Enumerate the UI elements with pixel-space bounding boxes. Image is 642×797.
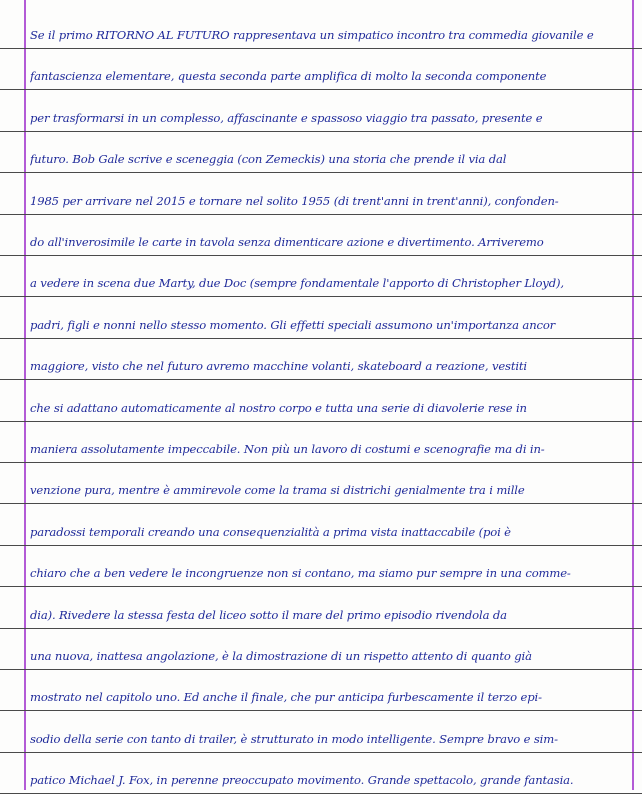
handwritten-line: per trasformarsi in un complesso, affascinante e spassoso viaggio tra passato, presente e — [30, 111, 543, 125]
handwritten-line: mostrato nel capitolo uno. Ed anche il finale, che pur anticipa furbescamente il terzo epi- — [30, 690, 542, 704]
handwritten-line: paradossi temporali creando una consequenzialità a prima vista inattaccabile (poi è — [30, 525, 511, 539]
handwritten-line: maniera assolutamente impeccabile. Non più un lavoro di costumi e scenografie ma di in- — [30, 442, 545, 456]
handwritten-line: fantascienza elementare, questa seconda parte amplifica di molto la seconda componente — [30, 69, 547, 83]
handwritten-line: venzione pura, mentre è ammirevole come la trama si districhi genialmente tra i mille — [30, 483, 525, 497]
handwritten-line: futuro. Bob Gale scrive e sceneggia (con Zemeckis) una storia che prende il via dal — [30, 152, 507, 166]
handwritten-line: a vedere in scena due Marty, due Doc (sempre fondamentale l'apporto di Christopher Lloyd), — [30, 276, 564, 290]
handwritten-line: patico Michael J. Fox, in perenne preoccupato movimento. Grande spettacolo, grande fantasia. — [30, 773, 574, 787]
handwritten-line: dia). Rivedere la stessa festa del liceo sotto il mare del primo episodio rivendola da — [30, 608, 507, 622]
handwritten-line: do all'inverosimile le carte in tavola senza dimenticare azione e divertimento. Arriveremo — [30, 235, 544, 249]
handwritten-line: 1985 per arrivare nel 2015 e tornare nel solito 1955 (di trent'anni in trent'anni), confonden- — [30, 194, 559, 208]
handwritten-line: Se il primo RITORNO AL FUTURO rappresentava un simpatico incontro tra commedia giovanile e — [30, 28, 594, 42]
handwritten-line: padri, figli e nonni nello stesso momento. Gli effetti speciali assumono un'importanza ancor — [30, 318, 556, 332]
handwritten-line: che si adattano automaticamente al nostro corpo e tutta una serie di diavolerie rese in — [30, 401, 527, 415]
handwritten-line: sodio della serie con tanto di trailer, è strutturato in modo intelligente. Sempre bravo e sim- — [30, 732, 558, 746]
handwritten-line: maggiore, visto che nel futuro avremo macchine volanti, skateboard a reazione, vestiti — [30, 359, 527, 373]
handwritten-line: una nuova, inattesa angolazione, è la dimostrazione di un rispetto attento di quanto già — [30, 649, 532, 663]
handwritten-line: chiaro che a ben vedere le incongruenze non si contano, ma siamo pur sempre in una comme- — [30, 566, 571, 580]
